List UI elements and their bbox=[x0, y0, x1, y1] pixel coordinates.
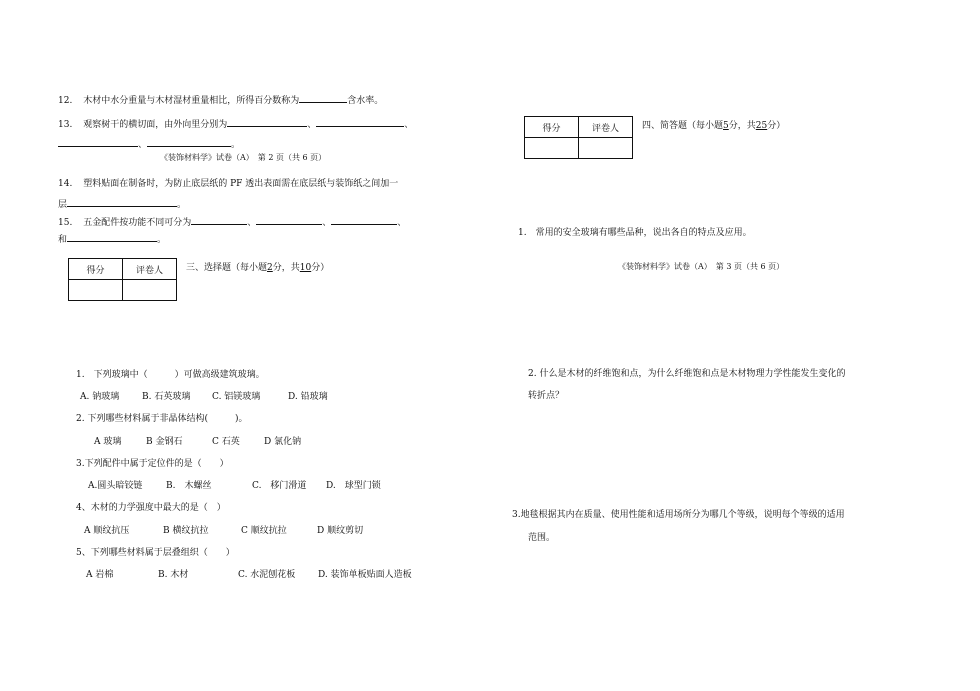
separator: 、 bbox=[322, 218, 332, 228]
short-answer-question-1: 1. 常用的安全玻璃有哪些品种，说出各自的特点及应用。 bbox=[518, 228, 752, 238]
question-15-line2 bbox=[58, 231, 166, 245]
score-header: 得分 bbox=[69, 259, 123, 280]
fill-blank[interactable] bbox=[316, 116, 404, 127]
section-3-title: 三、选择题（每小题2分，共10分） bbox=[186, 263, 330, 273]
fill-blank[interactable] bbox=[227, 116, 307, 127]
choice-options bbox=[80, 389, 328, 402]
fill-blank[interactable] bbox=[58, 136, 138, 147]
score-table-left bbox=[68, 258, 177, 301]
question-12 bbox=[58, 92, 383, 106]
option[interactable]: A 岩棉 bbox=[86, 570, 114, 580]
question-text: 和 bbox=[58, 235, 68, 245]
choice-options bbox=[88, 478, 381, 491]
choice-question: 2. 下列哪些材料属于非晶体结构( )。 bbox=[76, 414, 248, 424]
page-footer-right: 《装饰材料学》试卷（A） 第 3 页（共 6 页） bbox=[618, 262, 785, 271]
separator: 、 bbox=[138, 140, 148, 150]
option[interactable]: B. 木螺丝 bbox=[166, 481, 212, 491]
grader-cell[interactable] bbox=[579, 138, 633, 159]
fill-blank[interactable] bbox=[331, 214, 397, 225]
option[interactable]: A 顺纹抗压 bbox=[84, 526, 130, 536]
score-cell[interactable] bbox=[525, 138, 579, 159]
question-15 bbox=[58, 214, 406, 228]
option[interactable]: B. 木材 bbox=[158, 570, 189, 580]
grader-cell[interactable] bbox=[123, 280, 177, 301]
grader-header: 评卷人 bbox=[123, 259, 177, 280]
question-14 bbox=[58, 176, 398, 189]
option[interactable]: B 金钢石 bbox=[146, 437, 183, 447]
option[interactable]: D 顺纹剪切 bbox=[317, 526, 364, 536]
option[interactable]: C 顺纹抗拉 bbox=[241, 526, 287, 536]
option[interactable]: C. 移门滑道 bbox=[252, 481, 307, 491]
option[interactable]: D. 铅玻璃 bbox=[288, 392, 328, 402]
question-13 bbox=[58, 116, 413, 130]
option[interactable]: B. 石英玻璃 bbox=[142, 392, 191, 402]
separator: 、 bbox=[404, 120, 414, 130]
score-cell[interactable] bbox=[69, 280, 123, 301]
question-end: 。 bbox=[177, 200, 187, 210]
short-answer-question-2-line2: 转折点？ bbox=[528, 391, 565, 401]
question-text: 五金配件按功能不同可分为 bbox=[83, 218, 192, 228]
option[interactable]: A 玻璃 bbox=[94, 437, 122, 447]
option[interactable]: D. 装饰单板贴面人造板 bbox=[318, 570, 412, 580]
option[interactable]: D. 球型门锁 bbox=[326, 481, 381, 491]
question-number: 12. bbox=[58, 96, 73, 106]
separator: 、 bbox=[307, 120, 317, 130]
question-13-line2 bbox=[58, 136, 240, 150]
question-number: 15. bbox=[58, 218, 73, 228]
question-number: 14. bbox=[58, 179, 73, 189]
option[interactable]: B 横纹抗拉 bbox=[163, 526, 209, 536]
separator: 、 bbox=[397, 218, 407, 228]
page-footer-left: 《装饰材料学》试卷（A） 第 2 页（共 6 页） bbox=[160, 153, 327, 162]
question-end: 。 bbox=[157, 235, 167, 245]
option[interactable]: C. 水泥刨花板 bbox=[238, 570, 296, 580]
section-total-points: 25 bbox=[755, 121, 768, 131]
option[interactable]: A.圆头暗铰链 bbox=[88, 481, 143, 491]
fill-blank[interactable] bbox=[147, 136, 231, 147]
short-answer-question-3: 3.地毯根据其内在质量、使用性能和适用场所分为哪几个等级，说明每个等级的适用 bbox=[512, 510, 845, 520]
separator: 、 bbox=[247, 218, 257, 228]
points-per-question: 5 bbox=[723, 121, 729, 131]
option[interactable]: C 石英 bbox=[212, 437, 240, 447]
fill-blank[interactable] bbox=[191, 214, 247, 225]
points-per-question: 2 bbox=[267, 263, 273, 273]
choice-options bbox=[86, 567, 412, 580]
option[interactable]: A. 钠玻璃 bbox=[80, 392, 120, 402]
option[interactable]: D 氯化钠 bbox=[264, 437, 302, 447]
choice-options bbox=[94, 434, 301, 447]
choice-question: 3.下列配件中属于定位件的是（ ） bbox=[76, 459, 229, 469]
question-text-end: 含水率。 bbox=[347, 96, 384, 106]
question-14-line2 bbox=[58, 196, 186, 210]
question-text: 塑料贴面在制备时，为防止底层纸的 PF 透出表面需在底层纸与装饰纸之间加一 bbox=[83, 179, 399, 189]
choice-options bbox=[84, 523, 363, 536]
short-answer-question-3-line2: 范围。 bbox=[528, 533, 556, 543]
fill-blank[interactable] bbox=[256, 214, 322, 225]
fill-blank[interactable] bbox=[67, 231, 157, 242]
option[interactable]: C. 铝镁玻璃 bbox=[212, 392, 261, 402]
section-4-title: 四、简答题（每小题5分，共25分） bbox=[642, 121, 786, 131]
short-answer-question-2: 2. 什么是木材的纤维饱和点，为什么纤维饱和点是木材物理力学性能发生变化的 bbox=[528, 369, 846, 379]
choice-question: 1. 下列玻璃中（ ）可做高级建筑玻璃。 bbox=[76, 370, 265, 380]
section-total-points: 10 bbox=[299, 263, 312, 273]
choice-question: 4、木材的力学强度中最大的是（ ） bbox=[76, 503, 226, 513]
question-number: 13. bbox=[58, 120, 73, 130]
question-end: 。 bbox=[231, 140, 241, 150]
choice-question: 5、下列哪些材料属于层叠组织（ ） bbox=[76, 548, 235, 558]
score-header: 得分 bbox=[525, 117, 579, 138]
question-text: 观察树干的横切面，由外向里分别为 bbox=[83, 120, 228, 130]
grader-header: 评卷人 bbox=[579, 117, 633, 138]
score-table-right bbox=[524, 116, 633, 159]
fill-blank[interactable] bbox=[67, 196, 177, 207]
question-text: 木材中水分重量与木材湿材重量相比，所得百分数称为 bbox=[83, 96, 300, 106]
fill-blank[interactable] bbox=[299, 92, 347, 103]
question-text: 层 bbox=[58, 200, 68, 210]
